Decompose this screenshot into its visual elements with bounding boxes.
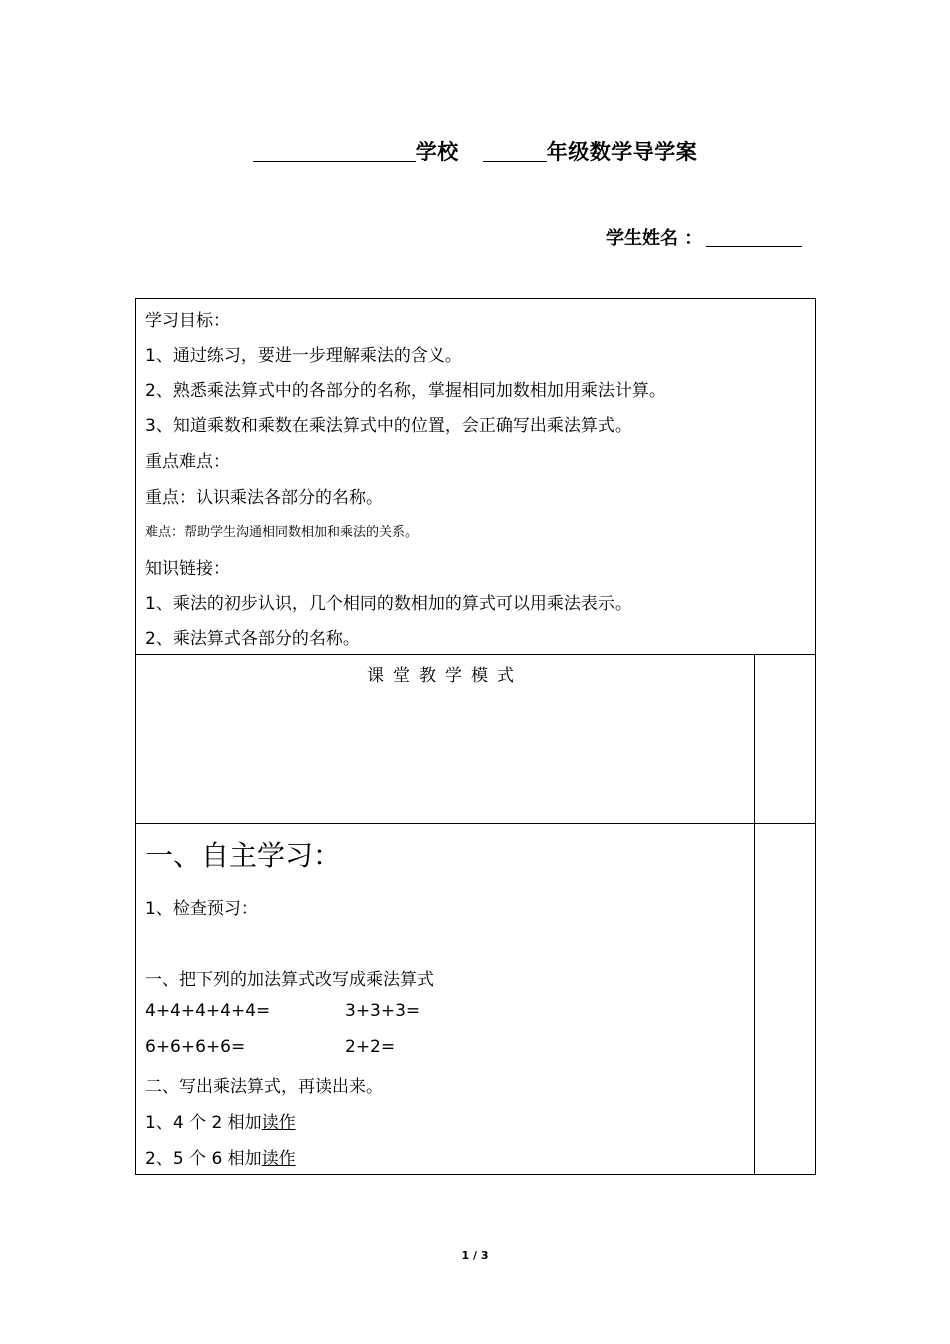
self-study-section: [135, 823, 816, 1175]
knowledge-item: 1、乘法的初步认识，几个相同的数相加的算式可以用乘法表示。: [145, 594, 632, 614]
task2-heading: 二、写出乘法算式，再读出来。: [145, 1077, 383, 1097]
school-blank[interactable]: [253, 141, 416, 162]
self-study-heading: 一、自主学习：: [145, 839, 342, 872]
document-title: [0, 136, 950, 166]
task2-item: [145, 1144, 296, 1169]
read-as-link: 读作: [261, 1113, 296, 1133]
expression: 4+4+4+4+4=: [145, 1001, 271, 1021]
task2-item: [145, 1108, 296, 1133]
expression: 3+3+3=: [345, 1001, 421, 1021]
task1-heading: 一、把下列的加法算式改写成乘法算式: [145, 970, 434, 990]
key-point: 重点：认识乘法各部分的名称。: [145, 488, 383, 508]
key-points-heading: 重点难点：: [145, 452, 230, 472]
school-suffix: 学校: [415, 140, 459, 164]
objective-item: 1、通过练习，要进一步理解乘法的含义。: [145, 346, 462, 366]
knowledge-item: 2、乘法算式各部分的名称。: [145, 629, 360, 649]
expression: 6+6+6+6=: [145, 1037, 246, 1057]
teaching-mode-section: [135, 654, 816, 824]
objectives-heading: 学习目标：: [145, 311, 230, 331]
preview-label: 1、检查预习：: [145, 899, 258, 919]
objective-item: 2、熟悉乘法算式中的各部分的名称，掌握相同加数相加用乘法计算。: [145, 381, 666, 401]
page-number: 1 / 3: [461, 1249, 489, 1262]
expression-row: [145, 1037, 396, 1057]
student-name-label: 学生姓名 ：: [606, 228, 703, 249]
expression-row: [145, 1001, 421, 1021]
student-name-row: [606, 224, 802, 250]
difficult-point: 难点：帮助学生沟通相同数相加和乘法的关系。: [145, 525, 419, 540]
knowledge-heading: 知识链接：: [145, 559, 230, 579]
objective-item: 3、知道乘数和乘数在乘法算式中的位置，会正确写出乘法算式。: [145, 416, 632, 436]
student-name-blank[interactable]: [706, 228, 802, 247]
column-divider: [754, 655, 755, 823]
grade-suffix: 年级数学导学案: [546, 140, 698, 164]
teaching-mode-heading: 课堂教学模式: [367, 666, 523, 686]
objectives-section: [135, 298, 816, 655]
task2-item-text: 1、4 个 2 相加: [145, 1113, 262, 1133]
expression: 2+2=: [345, 1037, 396, 1057]
task2-item-text: 2、5 个 6 相加: [145, 1149, 262, 1169]
column-divider: [754, 824, 755, 1174]
grade-blank[interactable]: [483, 141, 547, 162]
read-as-link: 读作: [261, 1149, 296, 1169]
